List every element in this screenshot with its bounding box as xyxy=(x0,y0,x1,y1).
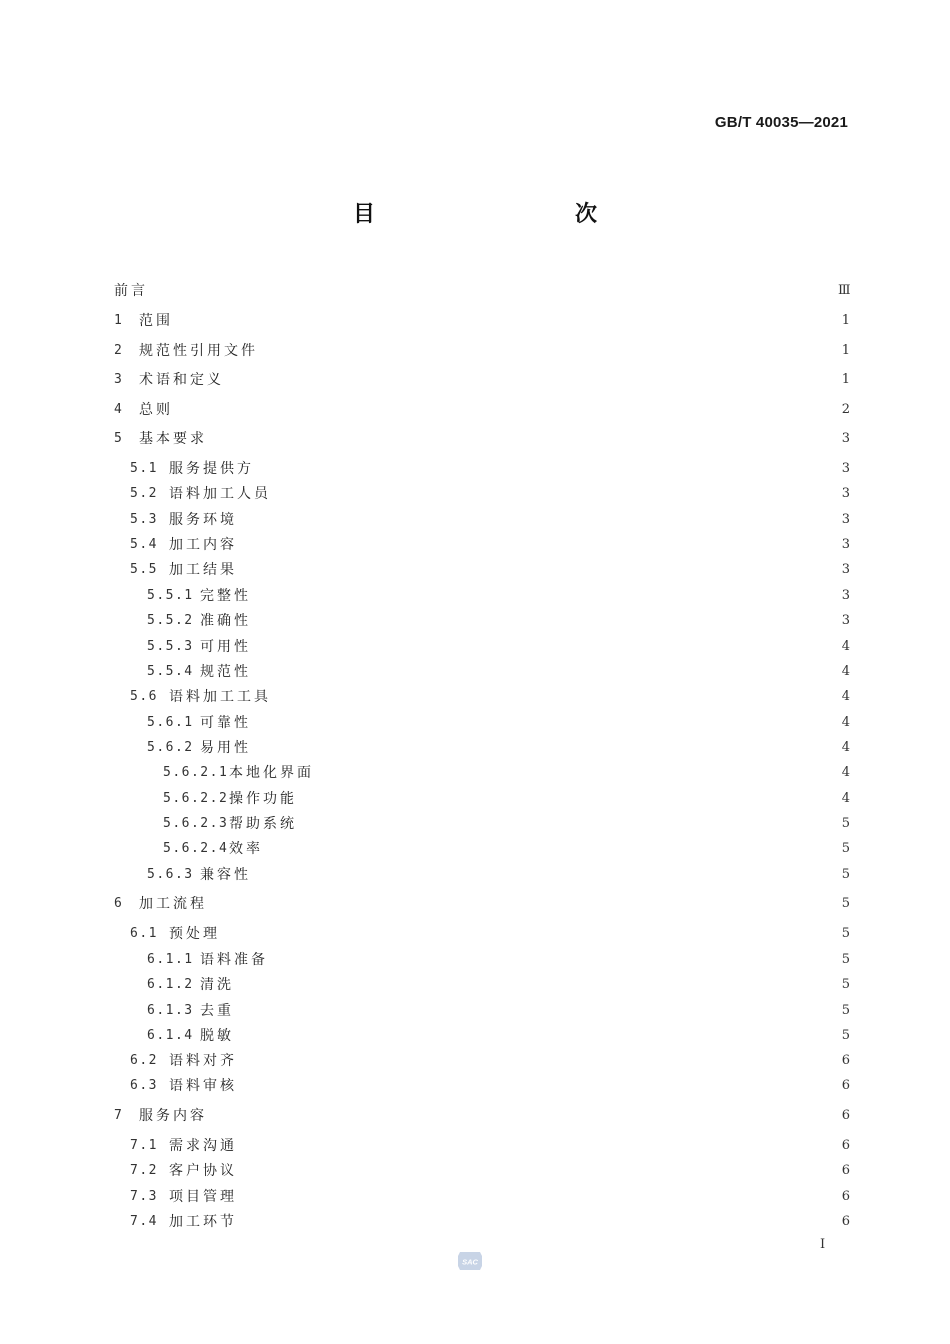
toc-leader-dots xyxy=(255,711,830,733)
toc-entry-page: 4 xyxy=(841,663,850,679)
toc-entry-number: 5.6 xyxy=(130,688,158,704)
toc-entry-page: 5 xyxy=(841,925,850,941)
toc-entry-title: 加工内容 xyxy=(169,537,237,553)
toc-leader-dots xyxy=(267,837,830,859)
toc-entry-page: 3 xyxy=(841,511,850,527)
toc-entry-page: 3 xyxy=(841,430,850,446)
toc-entry[interactable] xyxy=(114,339,850,361)
toc-entry-title: 范围 xyxy=(139,313,173,329)
toc-leader-dots xyxy=(177,398,830,420)
toc-entry-number: 6.2 xyxy=(130,1052,158,1068)
toc-entry[interactable] xyxy=(130,1134,850,1156)
toc-leader-dots xyxy=(238,1024,830,1046)
toc-entry-title: 完整性 xyxy=(200,588,251,604)
toc-leader-dots xyxy=(211,892,830,914)
toc-entry[interactable] xyxy=(147,999,850,1021)
toc-entry-title: 清洗 xyxy=(200,977,234,993)
toc-entry-number: 5.5.4 xyxy=(147,663,194,679)
toc-entry[interactable] xyxy=(130,508,850,530)
toc-entry[interactable] xyxy=(130,1049,850,1071)
toc-entry-title: 需求沟通 xyxy=(169,1138,237,1154)
toc-entry-title: 客户协议 xyxy=(169,1163,237,1179)
toc-leader-dots xyxy=(241,558,830,580)
toc-entry-title: 总则 xyxy=(139,402,173,418)
toc-entry-title: 操作功能 xyxy=(229,791,297,807)
toc-entry-page: 6 xyxy=(841,1107,850,1123)
toc-leader-dots xyxy=(255,736,830,758)
toc-entry-number: 5.5.1 xyxy=(147,587,194,603)
toc-entry-title: 脱敏 xyxy=(200,1028,234,1044)
toc-leader-dots xyxy=(275,685,830,707)
toc-entry[interactable] xyxy=(147,609,850,631)
toc-entry-number: 5.6.2.2 xyxy=(163,790,229,806)
toc-entry[interactable] xyxy=(147,948,850,970)
toc-entry[interactable] xyxy=(147,711,850,733)
toc-entry-title: 规范性引用文件 xyxy=(139,343,258,359)
toc-entry-page: 6 xyxy=(841,1077,850,1093)
toc-entry-page: 5 xyxy=(841,840,850,856)
toc-entry-title: 服务提供方 xyxy=(169,461,254,477)
toc-entry-page: 3 xyxy=(841,460,850,476)
toc-entry[interactable] xyxy=(130,457,850,479)
toc-entry-page: 3 xyxy=(841,561,850,577)
toc-entry-number: 5 xyxy=(114,430,124,446)
toc-entry-page: 5 xyxy=(841,866,850,882)
toc-leader-dots xyxy=(241,1134,830,1156)
toc-entry-title: 语料审核 xyxy=(169,1078,237,1094)
toc-entry-title: 加工结果 xyxy=(169,562,237,578)
toc-entry-title: 去重 xyxy=(200,1003,234,1019)
toc-entry-page: 4 xyxy=(841,688,850,704)
toc-entry-title: 帮助系统 xyxy=(229,816,297,832)
standard-code: GB/T 40035—2021 xyxy=(714,114,848,131)
toc-leader-dots xyxy=(238,973,830,995)
toc-entry-page: 5 xyxy=(841,1027,850,1043)
toc-entry[interactable] xyxy=(114,279,850,301)
toc-leader-dots xyxy=(318,761,830,783)
toc-entry-page: 1 xyxy=(841,371,850,387)
toc-entry-number: 4 xyxy=(114,401,124,417)
toc-leader-dots xyxy=(211,427,830,449)
toc-entry-page: 4 xyxy=(841,714,850,730)
toc-entry-number: 6.3 xyxy=(130,1077,158,1093)
toc-entry[interactable] xyxy=(130,1159,850,1181)
toc-entry-title: 加工流程 xyxy=(139,896,207,912)
toc-entry-number: 2 xyxy=(114,342,124,358)
toc-entry-number: 5.1 xyxy=(130,460,158,476)
toc-entry-title: 语料加工人员 xyxy=(169,486,271,502)
toc-leader-dots xyxy=(301,787,830,809)
toc-entry-page: 4 xyxy=(841,638,850,654)
toc-leader-dots xyxy=(241,1210,830,1232)
toc-entry[interactable] xyxy=(130,1185,850,1207)
toc-entry-number: 6.1.2 xyxy=(147,976,194,992)
toc-entry-number: 5.6.2.1 xyxy=(163,764,229,780)
toc-entry-page: 4 xyxy=(841,790,850,806)
toc-entry[interactable] xyxy=(147,736,850,758)
toc-entry-title: 易用性 xyxy=(200,740,251,756)
toc-entry-number: 3 xyxy=(114,371,124,387)
toc-leader-dots xyxy=(255,863,830,885)
toc-entry-number: 5.4 xyxy=(130,536,158,552)
toc-entry-title: 可用性 xyxy=(200,639,251,655)
toc-leader-dots xyxy=(255,609,830,631)
toc-entry-number: 5.6.2 xyxy=(147,739,194,755)
toc-entry-number: 5.6.3 xyxy=(147,866,194,882)
toc-leader-dots xyxy=(262,339,830,361)
toc-entry[interactable] xyxy=(114,1104,850,1126)
toc-entry-title: 规范性 xyxy=(200,664,251,680)
toc-entry-page: 6 xyxy=(841,1052,850,1068)
toc-leader-dots xyxy=(241,533,830,555)
toc-entry-title: 项目管理 xyxy=(169,1189,237,1205)
toc-entry-number: 1 xyxy=(114,312,124,328)
toc-leader-dots xyxy=(241,1185,830,1207)
toc-entry[interactable] xyxy=(147,660,850,682)
toc-entry-number: 7.3 xyxy=(130,1188,158,1204)
toc-entry[interactable] xyxy=(130,1074,850,1096)
toc-entry-number: 5.6.1 xyxy=(147,714,194,730)
toc-entry-title: 准确性 xyxy=(200,613,251,629)
toc-entry-page: 4 xyxy=(841,764,850,780)
toc-entry-page: 3 xyxy=(841,587,850,603)
toc-entry-title: 效率 xyxy=(229,841,263,857)
toc-entry[interactable] xyxy=(130,922,850,944)
toc-entry-number: 5.5.2 xyxy=(147,612,194,628)
toc-leader-dots xyxy=(258,457,830,479)
page-title: 目 次 xyxy=(352,202,649,227)
toc-entry-title: 加工环节 xyxy=(169,1214,237,1230)
toc-entry-number: 5.3 xyxy=(130,511,158,527)
toc-leader-dots xyxy=(152,279,830,301)
toc-entry-title: 可靠性 xyxy=(200,715,251,731)
toc-entry-page: 5 xyxy=(841,976,850,992)
toc-entry-title: 语料加工工具 xyxy=(169,689,271,705)
toc-entry[interactable] xyxy=(114,368,850,390)
toc-entry-number: 5.2 xyxy=(130,485,158,501)
toc-entry[interactable] xyxy=(163,812,850,834)
toc-entry-title: 本地化界面 xyxy=(229,765,314,781)
toc-entry-title: 语料对齐 xyxy=(169,1053,237,1069)
toc-entry-page: 6 xyxy=(841,1162,850,1178)
page-number: Ⅰ xyxy=(820,1237,826,1252)
toc-entry-page: 6 xyxy=(841,1188,850,1204)
toc-entry-number: 6.1.4 xyxy=(147,1027,194,1043)
toc-leader-dots xyxy=(255,660,830,682)
toc-leader-dots xyxy=(255,584,830,606)
toc-leader-dots xyxy=(211,1104,830,1126)
toc-entry-number: 6.1.3 xyxy=(147,1002,194,1018)
toc-entry-title: 基本要求 xyxy=(139,431,207,447)
toc-entry-page: 3 xyxy=(841,536,850,552)
toc-entry-title: 兼容性 xyxy=(200,867,251,883)
toc-leader-dots xyxy=(272,948,830,970)
toc-entry-page: 1 xyxy=(841,312,850,328)
toc-entry-page: 5 xyxy=(841,815,850,831)
toc-entry-number: 5.6.2.4 xyxy=(163,840,229,856)
toc-leader-dots xyxy=(177,309,830,331)
toc-entry-number: 6 xyxy=(114,895,124,911)
toc-leader-dots xyxy=(301,812,830,834)
toc-leader-dots xyxy=(241,1049,830,1071)
sac-logo-watermark-icon xyxy=(456,1250,484,1272)
toc-entry-page: 5 xyxy=(841,951,850,967)
toc-entry-page: 6 xyxy=(841,1213,850,1229)
toc-entry-page: Ⅲ xyxy=(838,282,851,298)
toc-entry-number: 5.6.2.3 xyxy=(163,815,229,831)
toc-entry[interactable] xyxy=(114,892,850,914)
toc-entry-number: 5.5.3 xyxy=(147,638,194,654)
toc-entry-title: 服务内容 xyxy=(139,1108,207,1124)
toc-entry[interactable] xyxy=(147,1024,850,1046)
toc-entry-number: 6.1.1 xyxy=(147,951,194,967)
toc-entry-page: 2 xyxy=(841,401,850,417)
toc-entry-page: 1 xyxy=(841,342,850,358)
toc-entry-page: 3 xyxy=(841,485,850,501)
watermark-text: SAC xyxy=(462,1257,478,1267)
toc-entry[interactable] xyxy=(163,837,850,859)
toc-entry-title: 前言 xyxy=(114,283,148,299)
toc-leader-dots xyxy=(224,922,830,944)
toc-entry[interactable] xyxy=(114,398,850,420)
toc-entry[interactable] xyxy=(114,427,850,449)
toc-leader-dots xyxy=(275,482,830,504)
toc-entry-number: 7.2 xyxy=(130,1162,158,1178)
toc-entry[interactable] xyxy=(130,1210,850,1232)
toc-entry[interactable] xyxy=(130,533,850,555)
toc-leader-dots xyxy=(238,999,830,1021)
toc-entry-title: 预处理 xyxy=(169,926,220,942)
toc-leader-dots xyxy=(241,1159,830,1181)
toc-entry-page: 5 xyxy=(841,1002,850,1018)
toc-entry-page: 6 xyxy=(841,1137,850,1153)
toc-entry[interactable] xyxy=(130,558,850,580)
toc-entry-number: 7.4 xyxy=(130,1213,158,1229)
toc-entry-number: 7.1 xyxy=(130,1137,158,1153)
toc-leader-dots xyxy=(241,1074,830,1096)
toc-entry-title: 服务环境 xyxy=(169,512,237,528)
toc-entry-page: 3 xyxy=(841,612,850,628)
toc-entry-number: 6.1 xyxy=(130,925,158,941)
toc-entry[interactable] xyxy=(114,309,850,331)
toc-entry-number: 5.5 xyxy=(130,561,158,577)
toc-entry[interactable] xyxy=(147,863,850,885)
toc-entry[interactable] xyxy=(163,787,850,809)
toc-entry-page: 5 xyxy=(841,895,850,911)
toc-entry-number: 7 xyxy=(114,1107,124,1123)
toc-entry[interactable] xyxy=(163,761,850,783)
toc-entry-title: 语料准备 xyxy=(200,952,268,968)
toc-leader-dots xyxy=(255,635,830,657)
toc-leader-dots xyxy=(228,368,830,390)
toc-leader-dots xyxy=(241,508,830,530)
toc-entry[interactable] xyxy=(147,973,850,995)
toc-entry-page: 4 xyxy=(841,739,850,755)
toc-entry-title: 术语和定义 xyxy=(139,372,224,388)
toc-entry[interactable] xyxy=(147,584,850,606)
toc-entry[interactable] xyxy=(147,635,850,657)
toc-entry[interactable] xyxy=(130,482,850,504)
toc-entry[interactable] xyxy=(130,685,850,707)
